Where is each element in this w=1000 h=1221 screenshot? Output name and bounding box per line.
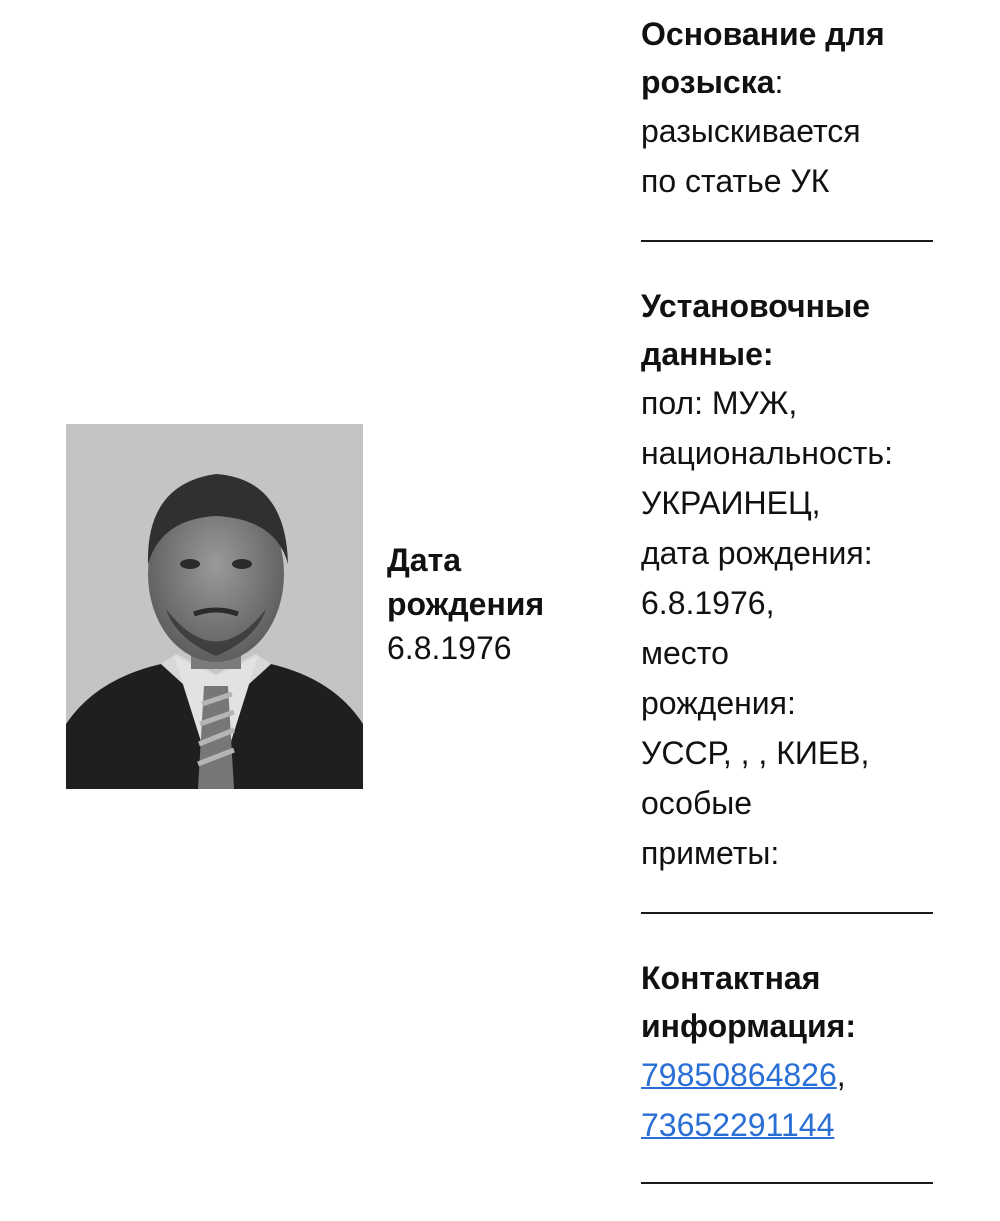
- phone-link-1[interactable]: 79850864826: [641, 1057, 837, 1093]
- search-reason-title-colon: :: [774, 64, 784, 100]
- identity-line: национальность:: [641, 435, 893, 471]
- identity-title-line1: Установочные: [641, 288, 871, 324]
- identity-section: [641, 282, 893, 878]
- identity-line: пол: МУЖ,: [641, 385, 798, 421]
- search-reason-title-line1: Основание для: [641, 16, 885, 52]
- contact-section: [641, 954, 856, 1150]
- search-reason-title-line2: [641, 58, 885, 106]
- contact-title-line1: Контактная: [641, 960, 821, 996]
- portrait-photo: [66, 424, 363, 789]
- phone-link-2[interactable]: 73652291144: [641, 1107, 835, 1143]
- search-reason-title-word: розыска: [641, 64, 775, 100]
- birth-date-value: 6.8.1976: [387, 630, 512, 666]
- contact-phone-row-1: [641, 1050, 856, 1100]
- identity-line: рождения:: [641, 685, 796, 721]
- section-divider: [641, 912, 933, 914]
- section-divider: [641, 1182, 933, 1184]
- identity-line: место: [641, 635, 729, 671]
- contact-title-line2: информация:: [641, 1008, 856, 1044]
- identity-line: УССР, , , КИЕВ,: [641, 735, 870, 771]
- identity-line: УКРАИНЕЦ,: [641, 485, 821, 521]
- identity-line: 6.8.1976,: [641, 585, 775, 621]
- search-reason-section: [641, 10, 885, 206]
- search-reason-text-line2: по статье УК: [641, 163, 830, 199]
- identity-title-line2: данные:: [641, 336, 774, 372]
- identity-line: дата рождения:: [641, 535, 873, 571]
- birth-date-block: [387, 538, 597, 670]
- birth-date-label-line1: Дата: [387, 542, 462, 578]
- birth-date-label-line2: рождения: [387, 586, 545, 622]
- identity-line: приметы:: [641, 835, 780, 871]
- contact-phone-row-2: [641, 1100, 856, 1150]
- search-reason-text-line1: разыскивается: [641, 113, 861, 149]
- section-divider: [641, 240, 933, 242]
- phone-separator: ,: [836, 1057, 846, 1093]
- portrait-photo-icon: [66, 424, 363, 789]
- identity-line: особые: [641, 785, 753, 821]
